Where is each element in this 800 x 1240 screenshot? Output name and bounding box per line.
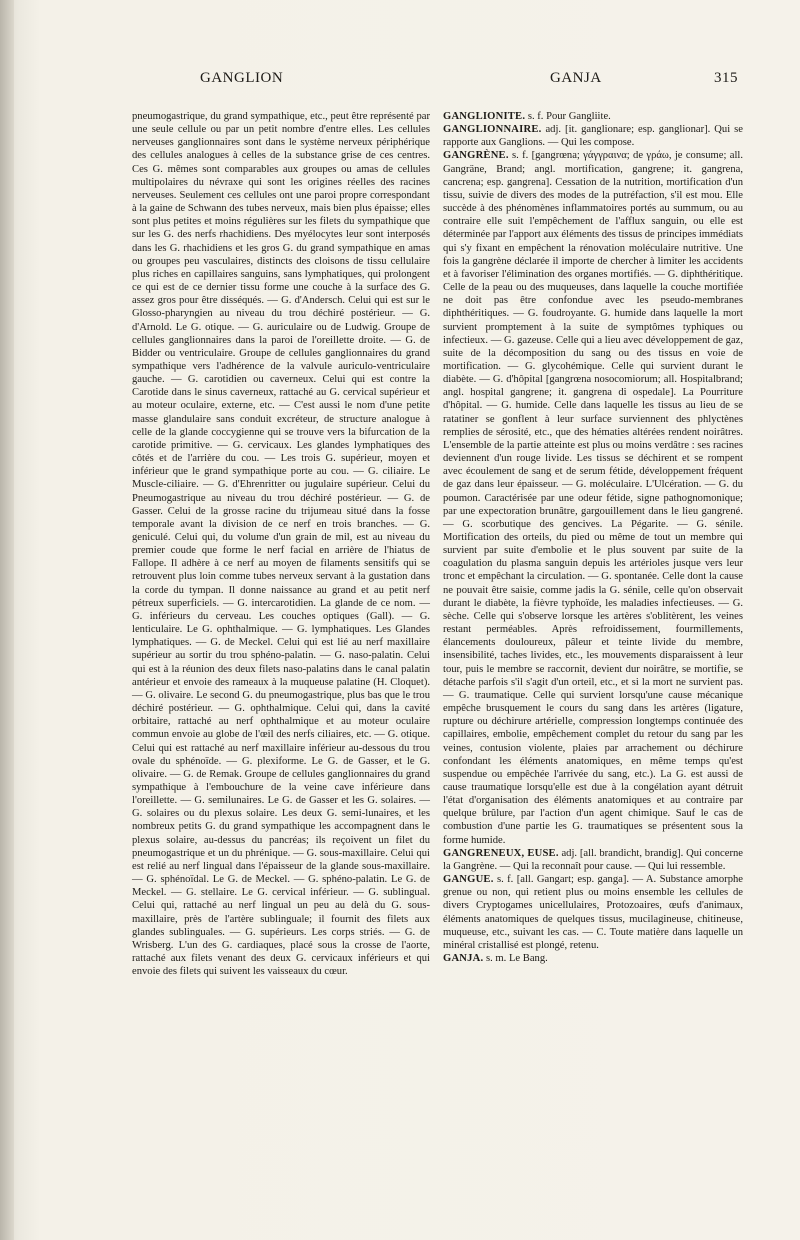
headword: GANGRENEUX, EUSE. [443, 847, 559, 859]
page-number: 315 [714, 70, 738, 86]
left-column-text: pneumogastrique, du grand sympathique, etc., peut être représenté par une seule cellule ou par un petit nombre d'entre elles. Les cellules nerveuses ganglionnaires sont dans le système nerveux périphérique des cellules analogues à celles de la substance grise de ces centres. Ces G. mêmes sont comparables aux groupes ou amas de cellules multipolaires du névraxe qui sont les origines réelles des racines nerveuses. Seulement ces cellules ont une paroi propre correspondant à la gaine de Schwann des tubes nerveux, mais bien plus épaisse; elles sont plus petites et moins régulières sur les filets du sympathique que sur les G. des nerfs rhachidiens. Des myélocytes leur sont interposés dans les G. rhachidiens et les gros G. du grand sympathique en amas ou groupes peu vasculaires, distincts des cloisons de tissu cellulaire plus riches en capillaires sanguins, sans lymphatiques, qui prolongent ce qui est de ce dernier tissu forme une couche à la surface des G. assez gros pour être disséqués. — G. d'Andersch. Celui qui est sur le Glosso-pharyngien au niveau du trou déchiré postérieur. — G. d'Arnold. Le G. otique. — G. auriculaire ou de Ludwig. Groupe de cellules ganglionnaires dans la paroi de l'oreillette droite. — G. de Bidder ou ventriculaire. Groupe de cellules ganglionnaires du grand sympathique vers l'adhérence de la valvule auriculo-ventriculaire gauche. — G. carotidien ou caverneux. Celui qui est contre la Carotide dans le sinus caverneux, rattaché au G. cervical supérieur et au moteur oculaire, externe, etc. — C'est aussi le nom d'une petite masse glandulaire sans conduit excréteur, de structure analogue à celle de la glande coccygienne qui se trouve vers la bifurcation de la carotide primitive. — G. cervicaux. Les glandes lymphatiques des côtés et de l'arrière du cou. — Les trois G. supérieur, moyen et inférieur que le grand sympathique porte au cou. — G. ciliaire. Le Muscle-ciliaire. — G. d'Ehrenritter ou jugulaire supérieur. Celui du Pneumogastrique au niveau du trou déchiré postérieur. — G. de Gasser. Celui de la grosse racine du trijumeau situé dans la fosse temporale avant la division de ce nerf en trois branches. — G. geniculé. Celui qui, du volume d'un grain de mil, est au niveau du premier coude que forme le nerf facial en arrière de l'hiatus de Fallope. Il adhère à ce nerf au moyen de filaments sensitifs qui se retrouvent plus loin comme tubes nerveux servant à la gustation dans la corde du tympan. Il donne naissance au grand et au petit nerf pétreux superficiels. — G. intercarotidien. La glande de ce nom. — G. inférieurs du cerveau. Les couches optiques (Gall). — G. lenticulaire. Le G. ophthalmique. — G. lymphatiques. Les Glandes lymphatiques. — G. de Meckel. Celui qui est lié au nerf maxillaire supérieur au sortir du trou sphéno-palatin. — G. naso-palatin. Celui qui est à la réunion des deux filets naso-palatins dans le canal palatin antérieur et envoie des rameaux à la muqueuse palatine (H. Cloquet). — G. olivaire. Le second G. du pneumogastrique, plus bas que le trou déchiré postérieur. — G. ophthalmique. Celui qui, dans la cavité orbitaire, rattaché au nerf ophthalmique et au moteur oculaire commun envoie au globe de l'œil des nerfs ciliaires, etc. — G. otique. Celui qui est rattaché au nerf maxillaire inférieur au-dessous du trou ovale du sphénoïde. — G. plexiforme. Le G. de Gasser, et le G. olivaire. — G. de Remak. Groupe de cellules ganglionnaires du grand sympathique à l'embouchure de la veine cave inférieure dans l'oreillette. — G. semilunaires. Le G. de Gasser et les G. solaires. — G. solaires ou du plexus solaire. Les deux G. semi-lunaires, et les nombreux petits G. du grand sympathique les accompagnent dans le plexus solaire, au-dessus du pancréas; ils reçoivent un filet du pneumogastrique et un du phrénique. — G. sous-maxillaire. Celui qui est relié au nerf lingual dans l'épaisseur de la glande sous-maxillaire. — G. sphénoïdal. Le G. de Meckel. — G. sphéno-palatin. Le G. de Meckel. — G. stellaire. Le G. cervical inférieur. — G. sublingual. Celui qui, rattaché au nerf lingual un peu au delà du G. sous-maxillaire, près de l'artère sublinguale; il fournit des filets aux glandes sublinguales. — G. supérieurs. Les corps striés. — G. de Wrisberg. L'un des G. cardiaques, placé sous la crosse de l'aorte, rattaché aux filets venant des deux G. cervicaux inférieurs et qui envoie des filets qui suivent les vaisseaux du cœur. [132, 111, 431, 978]
entry-ganglionite [443, 110, 743, 123]
headword: GANGLIONNAIRE. [443, 124, 542, 136]
entry-ganja [443, 952, 743, 965]
header-left-word: GANGLION [200, 70, 284, 86]
entry-text: adj. [all. brandicht, brandig]. Qui concerne la Gangrène. — Qui la reconnaît pour cause. — Qui lui ressemble. [443, 847, 743, 872]
running-header [150, 70, 750, 92]
page-binding-shadow [0, 0, 14, 1240]
entry-text: adj. [it. ganglionare; esp. ganglionar]. Qui se rapporte aux Ganglions. — Qui les compose. [443, 124, 743, 149]
entry-text: s. f. Pour Gangliite. [525, 111, 611, 122]
headword: GANJA. [443, 953, 484, 964]
headword: GANGLIONITE. [443, 111, 526, 122]
headword: GANGRÈNE. [443, 150, 509, 162]
left-column [132, 110, 430, 978]
header-middle-word: GANJA [550, 70, 602, 86]
headword: GANGUE. [443, 874, 494, 886]
right-column [443, 110, 743, 965]
entry-ganglionnaire [443, 123, 743, 149]
entry-gangue [443, 873, 743, 952]
entry-gangreneux [443, 847, 743, 873]
entry-gangrene [443, 149, 743, 846]
entry-text: s. f. [gangrœna; γάγγραινα; de γράω, je consume; all. Gangräne, Brand; angl. mortification, gangrene; it. gangrena, cancrena; esp. gangrena]. Cessation de la nutrition, mortification d'un tissu, suivie de divers des modes de la putréfaction, s'il est mou. Elle succède à des phénomènes inflammatoires portés au summum, ou au contraire elle suit l'empêchement de l'afflux sanguin, ou elle est déterminée par l'apport aux éléments des tissus de principes immédiats qui s'y fixant en empêchent la rénovation moléculaire nutritive. Une fois la gangrène déclarée il importe de chercher à limiter les accidents et à favoriser l'élimination des organes mortifiés. — G. diphthéritique. Celle de la peau ou des muqueuses, dans laquelle la couche mortifiée ne doit pas être confondue avec les pseudo-membranes diphthéritiques. — G. foudroyante. G. humide dans laquelle la mort survient promptement à la suite de symptômes typhiques ou infectieux. — G. gazeuse. Celle qui a lieu avec développement de gaz, suite de la décomposition du sang ou des tissus en voie de mortification. — G. glycohémique. Celle qui survient durant le diabète. — G. d'hôpital [gangrœna nosocomiorum; all. Hospitalbrand; angl. hospital gangrene; it. gangrena di ospedale]. La Pourriture d'hôpital. — G. humide. Celle dans laquelle les tissus au lieu de se ratatiner se gonflent à leur surface surviennent des phlyctènes remplies de sérosité, etc., que des hématies altérées rendent noirâtres. L'ensemble de la partie atteinte est plus ou moins verdâtre : ses racines deviennent d'un rouge livide. Les tissus se déchirent et se rompent avec écoulement de sang et de serum fétide, développement fréquent de gaz dans leur épaisseur. — G. moléculaire. L'Ulcération. — G. du poumon. Caractérisée par une odeur fétide, signe pathognomonique; par une expectoration brunâtre, gargouillement dans le lieu gangrené. — G. scorbutique des gencives. La Pégarite. — G. sénile. Mortification des orteils, du pied ou même de tout un membre qui survient par suite d'embolie et le plus souvent par suite de la coagulation du plasma sanguin depuis les artérioles jusque vers leur tronc et empêchant la circulation. — G. spontanée. Celle dont la cause ne pouvait être saisie, comme jadis la G. sénile, celle qu'on observait durant le diabète, la fièvre typhoïde, les maladies infectieuses. — G. sèche. Celle qui s'observe lorsque les artères s'oblitèrent, les veines restant perméables. Après refroidissement, fourmillements, élancements douloureux, pâleur et teinte livide du membre, insensibilité, taches livides, etc., les mouvements disparaissent à leur tour, puis le membre se raccornit, devient dur noirâtre, se mortifie, se détache parfois s'il s'agit d'un orteil, etc., et si la mort ne survient pas. — G. traumatique. Celle qui survient lorsqu'une cause mécanique empêche brusquement le cours du sang dans les artères (ligature, rupture ou déchirure artérielle, compression longtemps continuée des capillaires, embolie, empêchement complet du retour du sang par les veines, contusion violente, plaies par arrachement ou déchirure confondant les éléments anatomiques, en même temps qu'est suspendue ou empêchée l'arrivée du sang, etc.). La G. est aussi de cause traumatique lorsqu'elle est due à la congélation ayant détruit l'état d'organisation des éléments anatomiques et au contraire par quelque brûlure, par l'action d'un agent chimique. Sauf le cas de combustion d'une partie les G. traumatiques se présentent sous la forme humide. [443, 150, 743, 846]
entry-text: s. m. Le Bang. [483, 953, 548, 964]
entry-text: s. f. [all. Gangart; esp. ganga]. — A. Substance amorphe grenue ou non, qui retient plus ou moins ensemble les cellules de divers Cryptogames unicellulaires, Protozoaires, œufs d'animaux, éléments anatomiques de quelques tissus, mucilagineuse, chitineuse, muqueuse, etc., suivant les cas. — C. Toute matière dans laquelle un minéral cristallisé est plongé, retenu. [443, 874, 743, 951]
